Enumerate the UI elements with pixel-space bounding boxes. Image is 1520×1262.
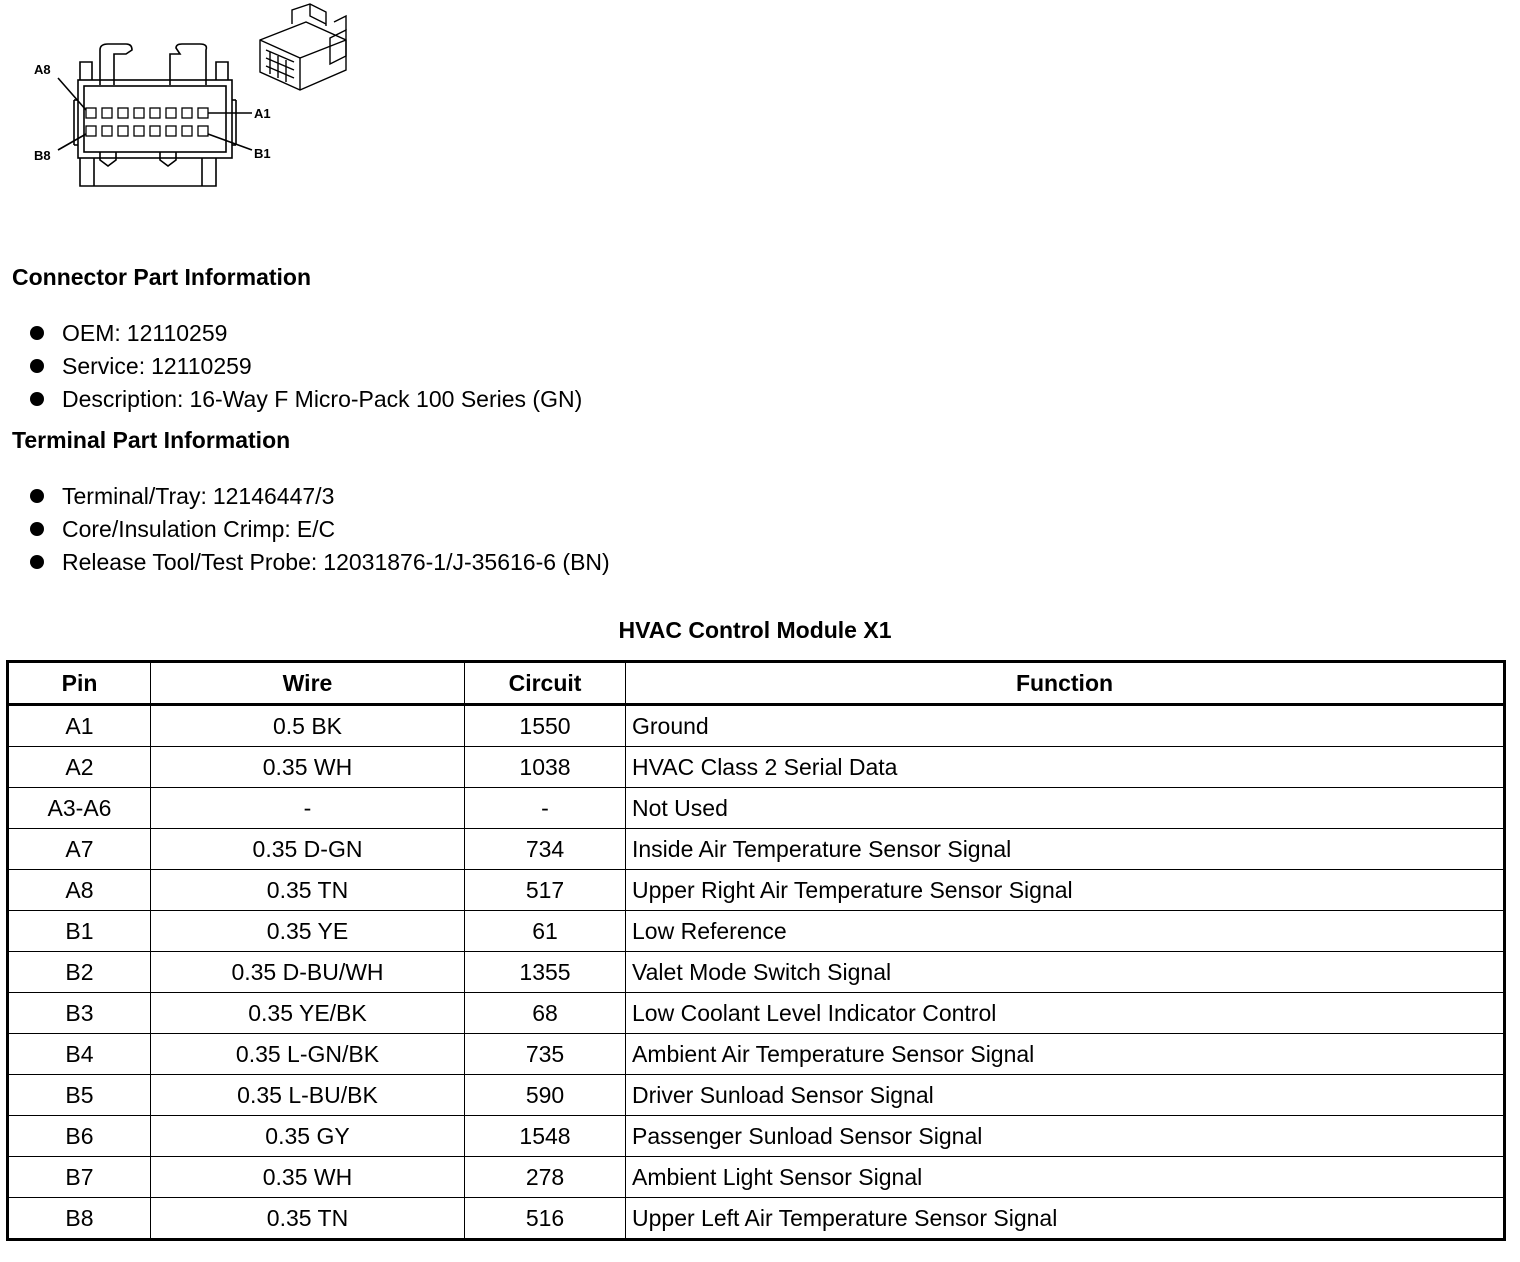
circuit-cell: 735 bbox=[465, 1034, 626, 1075]
wire-cell: 0.35 L-BU/BK bbox=[151, 1075, 465, 1116]
table-row bbox=[8, 747, 1505, 788]
connector-front-view bbox=[58, 44, 252, 186]
info-label: Release Tool/Test Probe: bbox=[62, 549, 318, 575]
table-row bbox=[8, 1157, 1505, 1198]
info-value: 12146447/3 bbox=[212, 483, 335, 509]
info-value: E/C bbox=[296, 516, 336, 542]
info-label: Description: bbox=[62, 386, 184, 412]
pin-label-b1: B1 bbox=[254, 146, 271, 161]
connector-info-heading: Connector Part Information bbox=[12, 264, 312, 290]
info-value: 16-Way F Micro-Pack 100 Series (GN) bbox=[189, 386, 583, 412]
function-cell: Passenger Sunload Sensor Signal bbox=[626, 1116, 1505, 1157]
table-row bbox=[8, 993, 1505, 1034]
pin-cell: B8 bbox=[8, 1198, 151, 1240]
pin-cell: B5 bbox=[8, 1075, 151, 1116]
connector-diagram bbox=[30, 0, 370, 200]
table-header-row bbox=[8, 662, 1505, 705]
connector-info-list bbox=[30, 319, 582, 418]
list-item bbox=[30, 319, 582, 352]
table-row bbox=[8, 788, 1505, 829]
pin-cell: A2 bbox=[8, 747, 151, 788]
table-row bbox=[8, 1075, 1505, 1116]
function-cell: Driver Sunload Sensor Signal bbox=[626, 1075, 1505, 1116]
wire-cell: 0.35 YE/BK bbox=[151, 993, 465, 1034]
pin-label-a1: A1 bbox=[254, 106, 271, 121]
wire-cell: 0.35 WH bbox=[151, 747, 465, 788]
table-row bbox=[8, 911, 1505, 952]
table-row bbox=[8, 829, 1505, 870]
pin-label-b8: B8 bbox=[34, 148, 51, 163]
table-row bbox=[8, 705, 1505, 747]
wire-cell: - bbox=[151, 788, 465, 829]
connector-isometric-view bbox=[260, 4, 346, 90]
function-cell: Upper Left Air Temperature Sensor Signal bbox=[626, 1198, 1505, 1240]
bullet-icon bbox=[30, 392, 44, 406]
circuit-cell: 1038 bbox=[465, 747, 626, 788]
function-cell: Ground bbox=[626, 705, 1505, 747]
column-header-function: Function bbox=[626, 662, 1505, 705]
pin-cell: B4 bbox=[8, 1034, 151, 1075]
pin-cell: A8 bbox=[8, 870, 151, 911]
wire-cell: 0.35 WH bbox=[151, 1157, 465, 1198]
bullet-icon bbox=[30, 489, 44, 503]
info-value: 12110259 bbox=[126, 320, 228, 346]
list-item bbox=[30, 548, 610, 581]
circuit-cell: 1355 bbox=[465, 952, 626, 993]
circuit-cell: 590 bbox=[465, 1075, 626, 1116]
function-cell: Not Used bbox=[626, 788, 1505, 829]
table-title: HVAC Control Module X1 bbox=[618, 617, 892, 643]
table-row bbox=[8, 870, 1505, 911]
wire-cell: 0.35 TN bbox=[151, 870, 465, 911]
function-cell: Inside Air Temperature Sensor Signal bbox=[626, 829, 1505, 870]
pinout-table bbox=[6, 660, 1506, 1241]
pin-cell: A7 bbox=[8, 829, 151, 870]
bullet-icon bbox=[30, 326, 44, 340]
list-item bbox=[30, 352, 582, 385]
circuit-cell: 734 bbox=[465, 829, 626, 870]
circuit-cell: 278 bbox=[465, 1157, 626, 1198]
wire-cell: 0.35 GY bbox=[151, 1116, 465, 1157]
wire-cell: 0.35 L-GN/BK bbox=[151, 1034, 465, 1075]
column-header-wire: Wire bbox=[151, 662, 465, 705]
pin-label-a8: A8 bbox=[34, 62, 51, 77]
bullet-icon bbox=[30, 359, 44, 373]
pin-cell: A1 bbox=[8, 705, 151, 747]
pin-cell: B7 bbox=[8, 1157, 151, 1198]
circuit-cell: 516 bbox=[465, 1198, 626, 1240]
function-cell: Low Reference bbox=[626, 911, 1505, 952]
function-cell: Low Coolant Level Indicator Control bbox=[626, 993, 1505, 1034]
table-row bbox=[8, 1198, 1505, 1240]
table-row bbox=[8, 1034, 1505, 1075]
terminal-info-list bbox=[30, 482, 610, 581]
info-label: Core/Insulation Crimp: bbox=[62, 516, 291, 542]
info-label: Terminal/Tray: bbox=[62, 483, 207, 509]
pin-cell: B2 bbox=[8, 952, 151, 993]
wire-cell: 0.5 BK bbox=[151, 705, 465, 747]
table-row bbox=[8, 1116, 1505, 1157]
circuit-cell: - bbox=[465, 788, 626, 829]
info-label: Service: bbox=[62, 353, 146, 379]
pin-cell: A3-A6 bbox=[8, 788, 151, 829]
list-item bbox=[30, 482, 610, 515]
function-cell: Ambient Air Temperature Sensor Signal bbox=[626, 1034, 1505, 1075]
column-header-circuit: Circuit bbox=[465, 662, 626, 705]
circuit-cell: 517 bbox=[465, 870, 626, 911]
list-item bbox=[30, 515, 610, 548]
wire-cell: 0.35 D-GN bbox=[151, 829, 465, 870]
pin-cell: B6 bbox=[8, 1116, 151, 1157]
function-cell: Ambient Light Sensor Signal bbox=[626, 1157, 1505, 1198]
bullet-icon bbox=[30, 555, 44, 569]
circuit-cell: 68 bbox=[465, 993, 626, 1034]
circuit-cell: 1548 bbox=[465, 1116, 626, 1157]
function-cell: Upper Right Air Temperature Sensor Signal bbox=[626, 870, 1505, 911]
terminal-info-heading: Terminal Part Information bbox=[12, 427, 291, 453]
table-row bbox=[8, 952, 1505, 993]
function-cell: HVAC Class 2 Serial Data bbox=[626, 747, 1505, 788]
pin-cell: B3 bbox=[8, 993, 151, 1034]
circuit-cell: 1550 bbox=[465, 705, 626, 747]
wire-cell: 0.35 YE bbox=[151, 911, 465, 952]
pin-cell: B1 bbox=[8, 911, 151, 952]
bullet-icon bbox=[30, 522, 44, 536]
wire-cell: 0.35 TN bbox=[151, 1198, 465, 1240]
info-value: 12031876-1/J-35616-6 (BN) bbox=[323, 549, 610, 575]
list-item bbox=[30, 385, 582, 418]
column-header-pin: Pin bbox=[8, 662, 151, 705]
info-value: 12110259 bbox=[151, 353, 252, 379]
info-label: OEM: bbox=[62, 320, 121, 346]
circuit-cell: 61 bbox=[465, 911, 626, 952]
wire-cell: 0.35 D-BU/WH bbox=[151, 952, 465, 993]
function-cell: Valet Mode Switch Signal bbox=[626, 952, 1505, 993]
